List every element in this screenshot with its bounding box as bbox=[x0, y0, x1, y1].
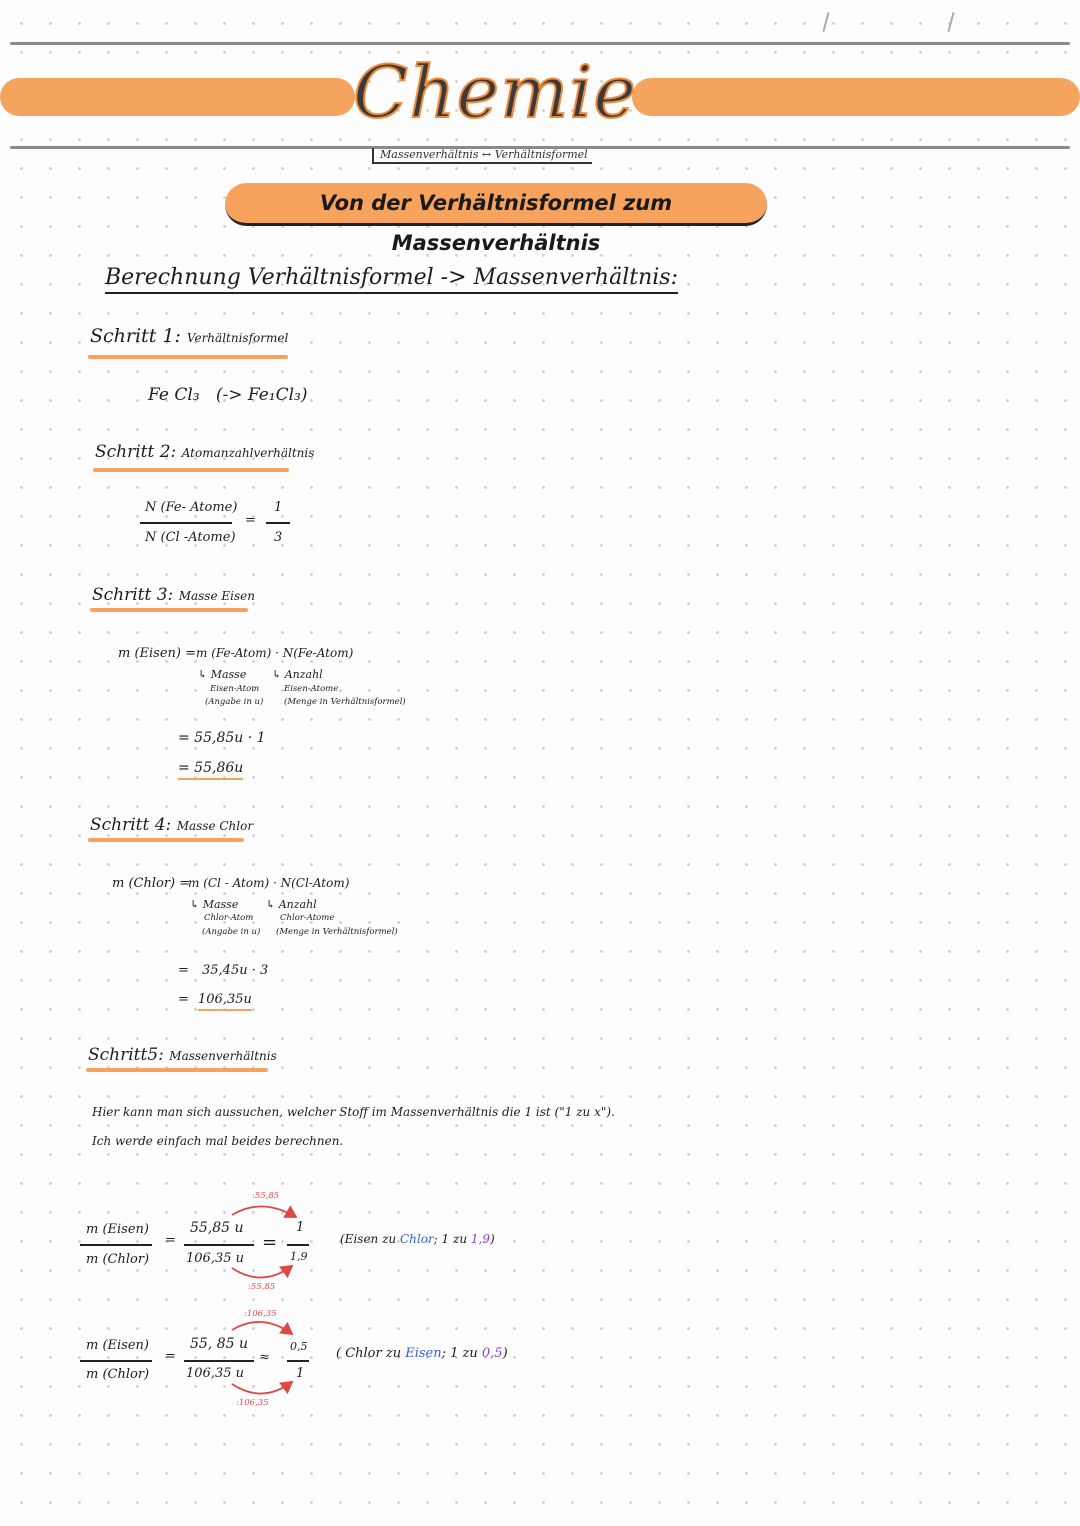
calc1-den-val: 106,35 u bbox=[186, 1251, 244, 1266]
ratio-numerator: 1 bbox=[274, 500, 283, 515]
note-anzahl: ↳ Anzahl bbox=[272, 668, 323, 681]
m-chlor-rhs: m (Cl - Atom) · N(Cl-Atom) bbox=[188, 876, 350, 890]
step2-label: Schritt 2: bbox=[95, 442, 177, 462]
step4-name: Masse Chlor bbox=[176, 819, 254, 833]
equals-sign: = bbox=[165, 1349, 176, 1364]
note-menge: (Menge in Verhältnisformel) bbox=[276, 927, 398, 937]
step5-label: Schritt5: bbox=[88, 1045, 164, 1065]
calc1-m-chlor: m (Chlor) bbox=[86, 1252, 150, 1267]
note-part: ( Chlor zu bbox=[336, 1346, 402, 1361]
calc2-m-eisen: m (Eisen) bbox=[86, 1338, 149, 1353]
approx-sign: ≈ bbox=[259, 1350, 270, 1365]
m-chlor-lhs: m (Chlor) = bbox=[112, 876, 191, 891]
step5-name: Massenverhältnis bbox=[169, 1049, 277, 1063]
equals-sign: = bbox=[178, 963, 189, 978]
note-angabe: (Angabe in u) bbox=[202, 927, 261, 937]
calc1-ratio-den: 1,9 bbox=[290, 1250, 308, 1263]
note-value: 0,5 bbox=[481, 1346, 503, 1361]
step2-name: Atomanzahlverhältnis bbox=[181, 446, 315, 460]
calc2-num-val: 55, 85 u bbox=[190, 1336, 248, 1352]
m-eisen-lhs: m (Eisen) = bbox=[118, 646, 197, 661]
equals-sign: = bbox=[262, 1232, 278, 1253]
calc2-den-val: 106,35 u bbox=[186, 1366, 244, 1381]
note-chlor: Chlor bbox=[399, 1232, 434, 1246]
note-chlor-atome: Chlor-Atome bbox=[280, 913, 335, 923]
m-chlor-calc: 35,45u · 3 bbox=[202, 963, 269, 978]
m-chlor-result-text: 106,35u bbox=[198, 992, 252, 1011]
arrow-calc2-bottom bbox=[232, 1382, 292, 1394]
note-eisen: Eisen bbox=[405, 1346, 442, 1361]
step3-label: Schritt 3: bbox=[92, 585, 174, 605]
arrow-calc1-bottom bbox=[232, 1266, 292, 1278]
note-masse: ↳ Masse bbox=[190, 898, 239, 911]
calc1-num-val: 55,85 u bbox=[190, 1220, 244, 1236]
calc2-divisor-bottom: :106,35 bbox=[236, 1398, 269, 1408]
n-cl-atoms: N (Cl -Atome) bbox=[145, 530, 236, 545]
calc2-ratio-den: 1 bbox=[296, 1366, 305, 1381]
subtitle-text: Massenverhältnis ↔ Verhältnisformel bbox=[372, 148, 592, 164]
calc1-divisor-bottom: :55,85 bbox=[248, 1282, 276, 1292]
note-chlor-atom: Chlor-Atom bbox=[204, 913, 254, 923]
page-title: Chemie bbox=[353, 50, 637, 134]
calc2-ratio-num: 0,5 bbox=[290, 1340, 308, 1353]
note-part: ; 1 zu bbox=[433, 1232, 468, 1246]
calc1-ratio-num: 1 bbox=[296, 1220, 305, 1235]
equals-sign: = bbox=[165, 1233, 176, 1248]
m-eisen-rhs: m (Fe-Atom) · N(Fe-Atom) bbox=[196, 646, 354, 660]
section-heading-text: Berechnung Verhältnisformel -> Massenverhältnis: bbox=[105, 265, 678, 294]
formula-alt: (-> Fe₁Cl₃) bbox=[215, 385, 308, 405]
note-masse: ↳ Masse bbox=[198, 668, 247, 681]
m-eisen-result-text: = 55,86u bbox=[178, 760, 243, 780]
step1-name: Verhältnisformel bbox=[186, 331, 289, 345]
step5-text-2: Ich werde einfach mal beides berechnen. bbox=[92, 1134, 344, 1148]
n-fe-atoms: N (Fe- Atome) bbox=[145, 500, 238, 515]
ratio-denominator: 3 bbox=[274, 530, 283, 545]
note-eisen-atom: Eisen-Atom bbox=[210, 684, 260, 694]
note-value: 1,9 bbox=[470, 1232, 490, 1246]
note-anzahl: ↳ Anzahl bbox=[266, 898, 317, 911]
note-part: (Eisen zu bbox=[340, 1232, 397, 1246]
step1-label: Schritt 1: bbox=[90, 325, 181, 347]
step5-text-1: Hier kann man sich aussuchen, welcher Stoff im Massenverhältnis die 1 ist ("1 zu x"). bbox=[92, 1105, 615, 1119]
topic-banner: Von der Verhältnisformel zum Massenverhältnis bbox=[225, 183, 767, 226]
note-part: ; 1 zu bbox=[441, 1346, 478, 1361]
note-part: ) bbox=[489, 1232, 495, 1246]
note-angabe: (Angabe in u) bbox=[205, 697, 264, 707]
step4-label: Schritt 4: bbox=[90, 815, 172, 835]
equals-sign: = bbox=[178, 992, 189, 1007]
note-eisen-atome: Eisen-Atome bbox=[284, 684, 339, 694]
equals-sign: = bbox=[245, 513, 256, 528]
calc1-divisor-top: :55,85 bbox=[252, 1191, 280, 1201]
arrow-calc1-top bbox=[232, 1206, 296, 1217]
note-menge: (Menge in Verhältnisformel) bbox=[284, 697, 406, 707]
arrow-calc2-top bbox=[232, 1322, 292, 1334]
step3-name: Masse Eisen bbox=[178, 589, 255, 603]
calc2-divisor-top: :106,35 bbox=[244, 1309, 277, 1319]
note-part: ) bbox=[502, 1346, 508, 1361]
calc2-m-chlor: m (Chlor) bbox=[86, 1367, 150, 1382]
calc1-m-eisen: m (Eisen) bbox=[86, 1222, 149, 1237]
formula-fecl3: Fe Cl₃ bbox=[148, 385, 200, 405]
m-eisen-calc: = 55,85u · 1 bbox=[178, 730, 266, 746]
